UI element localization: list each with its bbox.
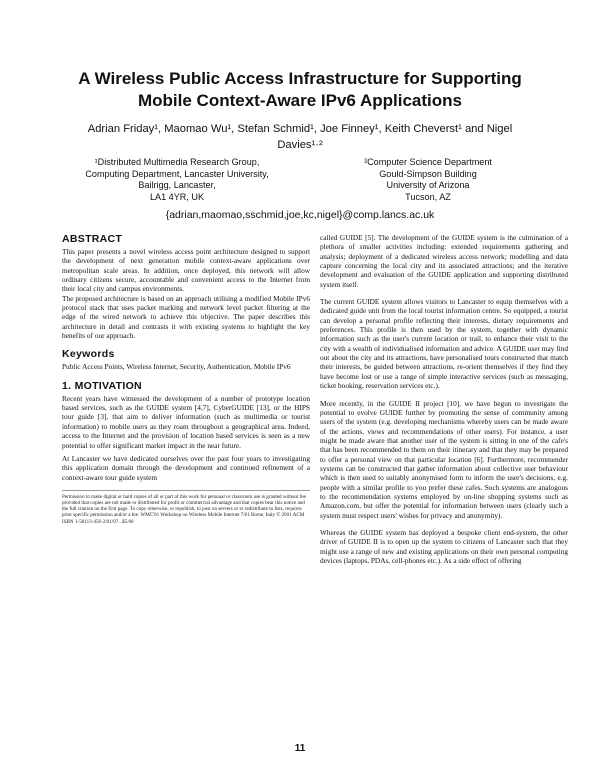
body-paragraph: More recently, in the GUIDE II project [10], we have begun to investigate the potential to evolve GUIDE further by promoting the sense of community among users of the system (e.g. developing mechanisms whereby users can be made aware of the actions, views and recommendations of other users). For instance, a user might be made aware that another user of the system is sitting in one of the cafe's that has been recommended to them on their itinerary and that they may be prepared to offer a personal view on that particular location [6]. Furthermore, recommender systems can be constructed that gather information about collective user behaviour which is then used to suitably anonymised form to inform the user's decisions, e.g. people with a similar profile to you prefer these cafes. Such systems are analogous to the recommendation systems employed by on-line shopping systems such as Amazon.com, but offer the potential for information between users (clearly such a system must respect users' wishes for privacy and anonymity). bbox=[320, 398, 568, 520]
affiliation-line: Gould-Simpson Building bbox=[379, 168, 477, 179]
affiliation-arizona bbox=[328, 157, 528, 203]
authors-line-1: Adrian Friday¹, Maomao Wu¹, Stefan Schmid¹, Joe Finney¹, Keith Cheverst¹ and Nigel bbox=[87, 123, 513, 135]
affiliation-line: Tucson, AZ bbox=[405, 191, 451, 202]
author-emails: {adrian,maomao,sschmid,joe,kc,nigel}@comp.lancs.ac.uk bbox=[165, 209, 435, 221]
keywords-heading: Keywords bbox=[62, 348, 115, 361]
abstract-paragraph: The proposed architecture is based on an approach utilising a modified Mobile IPv6 protocol stack that uses packet marking and network level packet filtering at the edge of the wired network to achieve this objective. The paper describes this architecture in detail and contrasts it with existing systems to highlight the key benefits of our approach. bbox=[62, 293, 310, 341]
title-line-2: Mobile Context-Aware IPv6 Applications bbox=[137, 91, 462, 110]
abstract-paragraph: This paper presents a novel wireless access point architecture designed to support the development of next generation mobile context-aware applications over metropolitan scale areas. In addition, once deployed, this network will allow ordinary citizens secure, accountable and convenient access to the Internet from their local city and campus environments. bbox=[62, 247, 310, 294]
motivation-paragraph: Recent years have witnessed the development of a number of prototype location based services, such as the GUIDE system [4,7], CyberGUIDE [13], or the HIPS tour guide [3], that aim to deliver information (such as multimedia or tourist information) to mobile users as they roam throughout a geographical area. Indeed, access to the Internet and the provision of location based services is seen as a new potential to offer significant market impact in the near future. bbox=[62, 393, 310, 450]
authors-line-2: Davies¹·² bbox=[277, 139, 323, 151]
copyright-footnote: Permission to make digital or hard copies of all or part of this work for personal or classroom use is granted without fee provided that copies are not made or distributed for profit or commercial advantage and that copies bear this notice and the full citation on the first page. To copy otherwise, or republish, to post on servers or to redistribute to lists, requires prior specific permission and/or a fee. WMC'01 Workshop on Wireless Mobile Internet 7/01 Rome, Italy © 2001 ACM ISBN 1-58113-456-2/01/07...$5.00 bbox=[62, 490, 310, 525]
title-line-1: A Wireless Public Access Infrastructure for Supporting bbox=[78, 69, 522, 88]
motivation-paragraph: At Lancaster we have dedicated ourselves over the past four years to investigating this application domain through the development and continued refinement of a context-aware tour guide system bbox=[62, 453, 310, 482]
abstract-heading: ABSTRACT bbox=[62, 233, 123, 245]
body-paragraph: called GUIDE [5]. The development of the GUIDE system is the culmination of a plethora of smaller activities including: extended requirements gathering and analysis; deployment of a dedicated wireless access network; modelling and data capture concerning the local city and its associated attractions; and the iterative development and evaluation of the GUIDE application and supporting distributed system itself. bbox=[320, 233, 568, 289]
affiliation-line: University of Arizona bbox=[386, 180, 470, 190]
affiliation-line: Computing Department, Lancaster University, bbox=[85, 168, 269, 179]
motivation-heading: 1. MOTIVATION bbox=[62, 379, 142, 392]
affiliation-line: ¹Distributed Multimedia Research Group, bbox=[94, 157, 260, 167]
affiliation-line: Bailrigg, Lancaster, bbox=[138, 180, 216, 190]
author-list bbox=[60, 121, 540, 153]
right-column bbox=[320, 233, 568, 565]
page-number: 11 bbox=[294, 743, 306, 754]
keywords-text: Public Access Points, Wireless Internet, Security, Authentication, Mobile IPv6 bbox=[62, 362, 291, 372]
body-paragraph: Whereas the GUIDE system has deployed a bespoke client end-system, the other driver of GUIDE II is to open up the system to citizens of Lancaster such that they might use a range of new and existing applications on their own personal computing devices (laptops, PDAs, cell-phones etc.). As a side effect of offering bbox=[320, 527, 568, 565]
affiliation-line: ²Computer Science Department bbox=[364, 157, 492, 167]
paper-title bbox=[40, 68, 560, 112]
affiliation-lancaster bbox=[62, 157, 292, 203]
affiliation-line: LA1 4YR, UK bbox=[149, 191, 205, 202]
left-column bbox=[62, 233, 310, 525]
body-paragraph: The current GUIDE system allows visitors to Lancaster to equip themselves with a dedicated guide unit from the local tourist information centre. So equipped, a tourist can develop a personal profile reflecting their interests, dietary requirements and preferences. This profile is then used by the system, together with dynamic information such as the user's current location or trail, to enhance their visit to the city with a wealth of individualised information and advice. A GUIDE user may find out about the city and its attractions, have personalised tours constructed that match their interests, be guided between attractions, re-orient themselves if they find they have become lost or use a range of simple interactive services (such as messaging, ticket booking, reservation services etc.). bbox=[320, 297, 568, 391]
